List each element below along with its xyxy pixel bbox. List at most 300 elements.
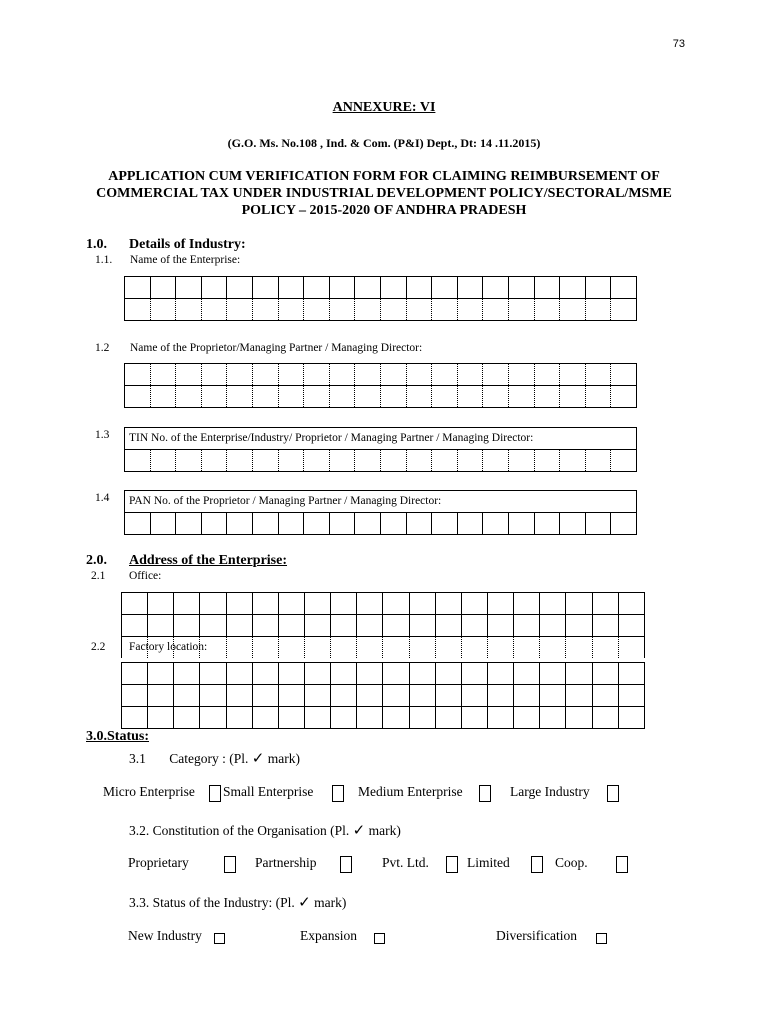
- grid-cell[interactable]: [409, 615, 435, 637]
- checkbox-icon[interactable]: [214, 933, 225, 944]
- pan-grid[interactable]: [124, 512, 637, 535]
- grid-cell[interactable]: [611, 513, 637, 535]
- grid-cell[interactable]: [566, 663, 592, 685]
- grid-cell[interactable]: [432, 364, 458, 386]
- checkbox-icon[interactable]: [607, 785, 619, 802]
- grid-cell[interactable]: [380, 386, 406, 408]
- grid-cell[interactable]: [278, 299, 304, 321]
- grid-cell[interactable]: [585, 513, 611, 535]
- checkbox-icon[interactable]: [209, 785, 221, 802]
- grid-cell[interactable]: [278, 277, 304, 299]
- grid-cell[interactable]: [457, 364, 483, 386]
- grid-cell[interactable]: [304, 663, 330, 685]
- grid-cell[interactable]: [540, 593, 566, 615]
- grid-cell[interactable]: [176, 277, 202, 299]
- grid-cell[interactable]: [514, 593, 540, 615]
- option-expansion: Expansion: [300, 928, 357, 943]
- form-title-line-2: COMMERCIAL TAX UNDER INDUSTRIAL DEVELOPMENT POLICY/SECTORAL/MSME: [96, 186, 672, 201]
- status-label: 3.3. Status of the Industry: (Pl.: [129, 895, 295, 910]
- grid-cell[interactable]: [380, 299, 406, 321]
- grid-cell[interactable]: [432, 450, 458, 472]
- grid-cell[interactable]: [227, 386, 253, 408]
- option-diversification: Diversification: [496, 928, 577, 943]
- checkbox-icon[interactable]: [616, 856, 628, 873]
- category-number: 3.1: [129, 751, 146, 766]
- grid-cell[interactable]: [174, 707, 200, 729]
- grid-cell[interactable]: [592, 685, 618, 707]
- option-pvt-ltd: Pvt. Ltd.: [382, 855, 429, 870]
- grid-cell[interactable]: [304, 299, 330, 321]
- section-1-title: Details of Industry:: [129, 237, 246, 252]
- grid-cell[interactable]: [252, 707, 278, 729]
- option-limited: Limited: [467, 855, 510, 870]
- grid-cell[interactable]: [585, 386, 611, 408]
- option-coop: Coop.: [555, 855, 588, 870]
- grid-cell[interactable]: [487, 685, 513, 707]
- grid-cell[interactable]: [618, 685, 644, 707]
- tin-grid[interactable]: [124, 449, 637, 472]
- grid-cell[interactable]: [461, 663, 487, 685]
- grid-cell[interactable]: [226, 707, 252, 729]
- grid-cell[interactable]: [304, 707, 330, 729]
- category-question: [129, 749, 300, 767]
- grid-cell[interactable]: [560, 450, 586, 472]
- grid-cell[interactable]: [487, 707, 513, 729]
- item-number: 2.1: [91, 570, 106, 582]
- grid-cell[interactable]: [585, 277, 611, 299]
- grid-cell[interactable]: [566, 615, 592, 637]
- grid-cell[interactable]: [487, 593, 513, 615]
- grid-cell[interactable]: [329, 386, 355, 408]
- grid-cell[interactable]: [383, 707, 409, 729]
- option-new-industry: New Industry: [128, 928, 202, 943]
- grid-cell[interactable]: [435, 685, 461, 707]
- grid-cell[interactable]: [435, 615, 461, 637]
- annexure-heading: ANNEXURE: VI: [332, 100, 436, 115]
- grid-cell[interactable]: [200, 663, 226, 685]
- item-1-2: [95, 342, 615, 358]
- grid-cell[interactable]: [331, 637, 357, 659]
- grid-cell[interactable]: [304, 637, 330, 659]
- grid-cell[interactable]: [201, 513, 227, 535]
- go-reference: (G.O. Ms. No.108 , Ind. & Com. (P&I) Dept., Dt: 14 .11.2015): [227, 136, 541, 150]
- grid-cell[interactable]: [383, 637, 409, 659]
- grid-cell[interactable]: [514, 637, 540, 659]
- constitution-question: [129, 821, 401, 839]
- grid-cell[interactable]: [200, 685, 226, 707]
- grid-cell[interactable]: [514, 663, 540, 685]
- pan-label-box: PAN No. of the Proprietor / Managing Partner / Managing Director:: [124, 490, 637, 512]
- item-number: 1.3: [95, 429, 110, 441]
- grid-cell[interactable]: [487, 615, 513, 637]
- grid-cell[interactable]: [148, 615, 174, 637]
- grid-cell[interactable]: [457, 450, 483, 472]
- grid-cell[interactable]: [585, 364, 611, 386]
- grid-cell[interactable]: [200, 593, 226, 615]
- grid-cell[interactable]: [226, 663, 252, 685]
- grid-cell[interactable]: [461, 615, 487, 637]
- grid-cell[interactable]: [611, 364, 637, 386]
- checkmark-icon: ✓: [251, 749, 265, 767]
- grid-cell[interactable]: [534, 364, 560, 386]
- grid-cell[interactable]: [331, 685, 357, 707]
- grid-cell[interactable]: [304, 277, 330, 299]
- constitution-options: [128, 855, 638, 875]
- grid-cell[interactable]: [304, 386, 330, 408]
- grid-cell[interactable]: [201, 450, 227, 472]
- grid-cell[interactable]: [409, 593, 435, 615]
- grid-cell[interactable]: [432, 299, 458, 321]
- category-options: [103, 784, 643, 804]
- grid-cell[interactable]: [227, 513, 253, 535]
- grid-cell[interactable]: [176, 299, 202, 321]
- grid-cell[interactable]: [380, 513, 406, 535]
- grid-cell[interactable]: [252, 386, 278, 408]
- grid-cell[interactable]: [278, 450, 304, 472]
- item-label: Name of the Proprietor/Managing Partner / Managing Director:: [130, 342, 423, 354]
- grid-cell[interactable]: [406, 299, 432, 321]
- grid-cell[interactable]: [304, 364, 330, 386]
- checkbox-icon[interactable]: [446, 856, 458, 873]
- grid-cell[interactable]: [534, 299, 560, 321]
- grid-cell[interactable]: [355, 386, 381, 408]
- grid-cell[interactable]: [329, 364, 355, 386]
- grid-cell[interactable]: [487, 663, 513, 685]
- grid-cell[interactable]: [252, 663, 278, 685]
- grid-cell[interactable]: [508, 386, 534, 408]
- grid-cell[interactable]: [176, 450, 202, 472]
- grid-cell[interactable]: [461, 593, 487, 615]
- status-mark-label: mark): [314, 895, 347, 910]
- grid-cell[interactable]: [585, 299, 611, 321]
- grid-cell[interactable]: [357, 593, 383, 615]
- grid-cell[interactable]: [174, 593, 200, 615]
- grid-cell[interactable]: [226, 593, 252, 615]
- form-title: [70, 168, 698, 219]
- grid-cell[interactable]: [483, 513, 509, 535]
- grid-cell[interactable]: [252, 615, 278, 637]
- grid-cell[interactable]: [176, 513, 202, 535]
- constitution-label: 3.2. Constitution of the Organisation (Pl.: [129, 823, 350, 838]
- grid-cell[interactable]: [122, 707, 148, 729]
- checkbox-icon[interactable]: [479, 785, 491, 802]
- grid-cell[interactable]: [457, 277, 483, 299]
- grid-cell[interactable]: [383, 685, 409, 707]
- grid-cell[interactable]: [611, 386, 637, 408]
- grid-cell[interactable]: [457, 299, 483, 321]
- grid-cell[interactable]: [200, 615, 226, 637]
- grid-cell[interactable]: [457, 386, 483, 408]
- grid-cell[interactable]: [355, 364, 381, 386]
- section-1-heading: [86, 237, 386, 255]
- grid-cell[interactable]: [618, 637, 644, 659]
- grid-cell[interactable]: [226, 685, 252, 707]
- grid-cell[interactable]: [304, 685, 330, 707]
- grid-cell[interactable]: [409, 663, 435, 685]
- grid-cell[interactable]: [380, 277, 406, 299]
- grid-cell[interactable]: [409, 685, 435, 707]
- status-options: [128, 928, 618, 948]
- grid-cell[interactable]: [514, 707, 540, 729]
- grid-cell[interactable]: [618, 593, 644, 615]
- grid-cell[interactable]: [148, 663, 174, 685]
- grid-cell[interactable]: [357, 615, 383, 637]
- grid-cell[interactable]: [457, 513, 483, 535]
- checkbox-icon[interactable]: [332, 785, 344, 802]
- grid-cell[interactable]: [125, 299, 151, 321]
- grid-cell[interactable]: [201, 299, 227, 321]
- grid-cell[interactable]: [122, 593, 148, 615]
- grid-cell[interactable]: [566, 593, 592, 615]
- grid-cell[interactable]: [278, 707, 304, 729]
- grid-cell[interactable]: [148, 593, 174, 615]
- grid-cell[interactable]: [252, 593, 278, 615]
- grid-cell[interactable]: [540, 637, 566, 659]
- option-medium-enterprise: Medium Enterprise: [358, 784, 463, 799]
- grid-cell[interactable]: [357, 707, 383, 729]
- grid-cell[interactable]: [125, 513, 151, 535]
- grid-cell[interactable]: [406, 364, 432, 386]
- grid-cell[interactable]: [409, 637, 435, 659]
- form-title-line-3: POLICY – 2015-2020 OF ANDHRA PRADESH: [241, 203, 527, 218]
- grid-cell[interactable]: [227, 299, 253, 321]
- grid-cell[interactable]: [508, 513, 534, 535]
- grid-cell[interactable]: [150, 450, 176, 472]
- grid-cell[interactable]: [329, 299, 355, 321]
- grid-cell[interactable]: [201, 277, 227, 299]
- grid-cell[interactable]: [534, 450, 560, 472]
- grid-cell[interactable]: [432, 277, 458, 299]
- grid-cell[interactable]: [150, 386, 176, 408]
- grid-cell[interactable]: [383, 663, 409, 685]
- grid-cell[interactable]: [611, 450, 637, 472]
- grid-cell[interactable]: [278, 386, 304, 408]
- option-large-industry: Large Industry: [510, 784, 590, 799]
- grid-cell[interactable]: [278, 513, 304, 535]
- grid-cell[interactable]: [514, 615, 540, 637]
- grid-cell[interactable]: [329, 450, 355, 472]
- grid-cell[interactable]: [611, 299, 637, 321]
- grid-cell[interactable]: [252, 299, 278, 321]
- grid-cell[interactable]: [409, 707, 435, 729]
- grid-cell[interactable]: [278, 685, 304, 707]
- grid-cell[interactable]: [508, 364, 534, 386]
- grid-cell[interactable]: [125, 386, 151, 408]
- page-number: 73: [672, 38, 685, 50]
- grid-cell[interactable]: [560, 386, 586, 408]
- grid-cell[interactable]: [174, 615, 200, 637]
- grid-cell[interactable]: [435, 707, 461, 729]
- item-number: 1.4: [95, 492, 110, 504]
- grid-cell[interactable]: [406, 513, 432, 535]
- grid-cell[interactable]: [122, 663, 148, 685]
- grid-cell[interactable]: [227, 277, 253, 299]
- grid-cell[interactable]: [585, 450, 611, 472]
- item-label: Office:: [129, 570, 162, 582]
- grid-cell[interactable]: [150, 277, 176, 299]
- grid-cell[interactable]: [487, 637, 513, 659]
- section-2-number: 2.0.: [86, 553, 107, 568]
- section-3-heading: 3.0.Status:: [86, 729, 150, 744]
- grid-cell[interactable]: [435, 637, 461, 659]
- category-mark-label: mark): [267, 751, 300, 766]
- factory-address-grid[interactable]: [121, 662, 645, 729]
- grid-cell[interactable]: [148, 685, 174, 707]
- grid-cell[interactable]: [304, 513, 330, 535]
- grid-cell[interactable]: [278, 593, 304, 615]
- grid-cell[interactable]: [618, 615, 644, 637]
- grid-cell[interactable]: [566, 707, 592, 729]
- grid-cell[interactable]: [150, 513, 176, 535]
- grid-cell[interactable]: [252, 450, 278, 472]
- grid-cell[interactable]: [560, 513, 586, 535]
- grid-cell[interactable]: [380, 450, 406, 472]
- grid-cell[interactable]: [566, 637, 592, 659]
- grid-cell[interactable]: [534, 386, 560, 408]
- grid-cell[interactable]: [122, 685, 148, 707]
- grid-cell[interactable]: [174, 663, 200, 685]
- grid-cell[interactable]: [380, 364, 406, 386]
- grid-cell[interactable]: [304, 450, 330, 472]
- grid-cell[interactable]: [461, 685, 487, 707]
- grid-cell[interactable]: [252, 685, 278, 707]
- grid-cell[interactable]: [331, 593, 357, 615]
- grid-cell[interactable]: [176, 386, 202, 408]
- grid-cell[interactable]: [540, 685, 566, 707]
- grid-cell[interactable]: [560, 364, 586, 386]
- grid-cell[interactable]: [483, 450, 509, 472]
- grid-cell[interactable]: [176, 364, 202, 386]
- grid-cell[interactable]: [540, 615, 566, 637]
- grid-cell[interactable]: [406, 450, 432, 472]
- proprietor-name-grid[interactable]: [124, 363, 637, 408]
- grid-cell[interactable]: [540, 707, 566, 729]
- grid-cell[interactable]: [540, 663, 566, 685]
- grid-cell[interactable]: [534, 513, 560, 535]
- grid-cell[interactable]: [252, 513, 278, 535]
- grid-cell[interactable]: [201, 364, 227, 386]
- grid-cell[interactable]: [508, 277, 534, 299]
- grid-cell[interactable]: [278, 663, 304, 685]
- grid-cell[interactable]: [560, 277, 586, 299]
- grid-cell[interactable]: [355, 450, 381, 472]
- option-partnership: Partnership: [255, 855, 317, 870]
- grid-cell[interactable]: [383, 593, 409, 615]
- option-proprietary: Proprietary: [128, 855, 189, 870]
- grid-cell[interactable]: [514, 685, 540, 707]
- grid-cell[interactable]: [534, 277, 560, 299]
- grid-cell[interactable]: [435, 593, 461, 615]
- checkbox-icon[interactable]: [531, 856, 543, 873]
- category-label: Category : (Pl.: [169, 751, 249, 766]
- grid-cell[interactable]: [174, 685, 200, 707]
- grid-cell[interactable]: [122, 615, 148, 637]
- grid-cell[interactable]: [508, 450, 534, 472]
- grid-cell[interactable]: [331, 663, 357, 685]
- grid-cell[interactable]: [201, 386, 227, 408]
- grid-cell[interactable]: [252, 277, 278, 299]
- grid-cell[interactable]: [331, 707, 357, 729]
- grid-cell[interactable]: [483, 386, 509, 408]
- grid-cell[interactable]: [432, 386, 458, 408]
- grid-cell[interactable]: [618, 663, 644, 685]
- grid-cell[interactable]: [592, 637, 618, 659]
- grid-cell[interactable]: [592, 593, 618, 615]
- grid-cell[interactable]: [611, 277, 637, 299]
- checkbox-icon[interactable]: [340, 856, 352, 873]
- grid-cell[interactable]: [566, 685, 592, 707]
- grid-cell[interactable]: [278, 364, 304, 386]
- grid-cell[interactable]: [226, 615, 252, 637]
- checkbox-icon[interactable]: [596, 933, 607, 944]
- grid-cell[interactable]: [304, 615, 330, 637]
- enterprise-name-grid[interactable]: [124, 276, 637, 321]
- checkbox-icon[interactable]: [374, 933, 385, 944]
- grid-cell[interactable]: [278, 615, 304, 637]
- grid-cell[interactable]: [125, 364, 151, 386]
- grid-cell[interactable]: [592, 663, 618, 685]
- grid-cell[interactable]: [150, 364, 176, 386]
- section-2-title: Address of the Enterprise:: [129, 553, 288, 568]
- grid-cell[interactable]: [357, 663, 383, 685]
- item-1-3-number: [95, 429, 125, 445]
- grid-cell[interactable]: [406, 277, 432, 299]
- item-number: 2.2: [91, 641, 106, 653]
- grid-cell[interactable]: [125, 277, 151, 299]
- grid-cell[interactable]: [304, 593, 330, 615]
- grid-cell[interactable]: [148, 707, 174, 729]
- checkmark-icon: ✓: [298, 893, 311, 911]
- item-1-4-number: [95, 492, 125, 508]
- grid-cell[interactable]: [461, 707, 487, 729]
- grid-cell[interactable]: [252, 364, 278, 386]
- option-micro-enterprise: Micro Enterprise: [103, 784, 195, 799]
- grid-cell[interactable]: [150, 299, 176, 321]
- grid-cell[interactable]: [483, 277, 509, 299]
- grid-cell[interactable]: [435, 663, 461, 685]
- grid-cell[interactable]: [355, 277, 381, 299]
- grid-cell[interactable]: [432, 513, 458, 535]
- grid-cell[interactable]: [508, 299, 534, 321]
- grid-cell[interactable]: [355, 299, 381, 321]
- checkbox-icon[interactable]: [224, 856, 236, 873]
- grid-cell[interactable]: [329, 277, 355, 299]
- section-1-number: 1.0.: [86, 237, 107, 252]
- grid-cell[interactable]: [355, 513, 381, 535]
- grid-cell[interactable]: [618, 707, 644, 729]
- grid-cell[interactable]: [483, 364, 509, 386]
- grid-cell[interactable]: [461, 637, 487, 659]
- grid-cell[interactable]: [200, 707, 226, 729]
- grid-cell[interactable]: [357, 637, 383, 659]
- grid-cell[interactable]: [329, 513, 355, 535]
- grid-cell[interactable]: [383, 615, 409, 637]
- grid-cell[interactable]: [592, 615, 618, 637]
- grid-cell[interactable]: [227, 450, 253, 472]
- grid-cell[interactable]: [125, 450, 151, 472]
- grid-cell[interactable]: [560, 299, 586, 321]
- grid-cell[interactable]: [227, 364, 253, 386]
- grid-cell[interactable]: [357, 685, 383, 707]
- grid-cell[interactable]: [331, 615, 357, 637]
- section-2-heading: [86, 553, 386, 571]
- item-number: 1.2: [95, 342, 110, 354]
- grid-cell[interactable]: [592, 707, 618, 729]
- grid-cell[interactable]: [406, 386, 432, 408]
- grid-cell[interactable]: [483, 299, 509, 321]
- item-2-2: [91, 641, 291, 657]
- form-title-line-1: APPLICATION CUM VERIFICATION FORM FOR CLAIMING REIMBURSEMENT OF: [108, 169, 660, 184]
